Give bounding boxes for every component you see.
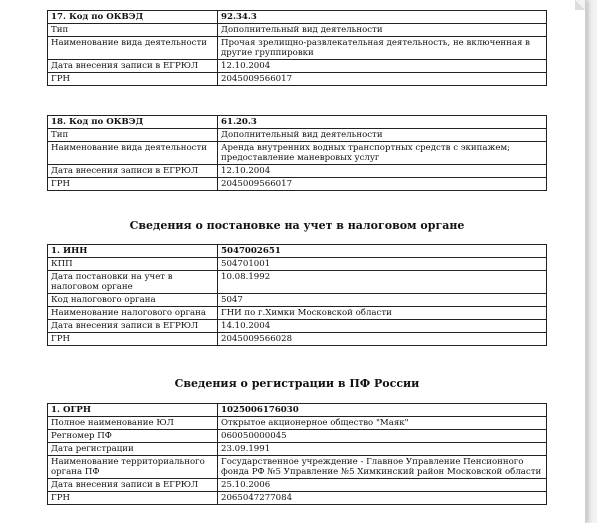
row-value: 23.09.1991 — [218, 443, 547, 456]
okved-18-code: 61.20.3 — [218, 116, 547, 129]
okved-18-label: 18. Код по ОКВЭД — [48, 116, 218, 129]
row-value: 12.10.2004 — [218, 165, 547, 178]
row-label: Полное наименование ЮЛ — [48, 417, 218, 430]
table-row — [48, 24, 547, 37]
row-label: Регномер ПФ — [48, 430, 218, 443]
row-value: 2045009566028 — [218, 333, 547, 346]
table-row — [48, 479, 547, 492]
table-row — [48, 294, 547, 307]
row-label: Код налогового органа — [48, 294, 218, 307]
table-row — [48, 417, 547, 430]
row-label: ГРН — [48, 492, 218, 505]
okved-17-code: 92.34.3 — [218, 11, 547, 24]
table-row — [48, 178, 547, 191]
table-row — [48, 271, 547, 294]
row-value: Открытое акционерное общество "Маяк" — [218, 417, 547, 430]
table-row — [48, 492, 547, 505]
row-label: Дата внесения записи в ЕГРЮЛ — [48, 320, 218, 333]
row-value: 5047 — [218, 294, 547, 307]
row-label: Наименование вида деятельности — [48, 142, 218, 165]
table-row — [48, 142, 547, 165]
row-label: ГРН — [48, 333, 218, 346]
row-value: 12.10.2004 — [218, 60, 547, 73]
okved-18-table — [47, 115, 547, 191]
table-row — [48, 258, 547, 271]
tax-section-title: Сведения о постановке на учет в налоговом органе — [129, 219, 465, 232]
ogrn-value: 1025006176030 — [218, 404, 547, 417]
table-row — [48, 60, 547, 73]
table-header-row — [48, 116, 547, 129]
table-row — [48, 129, 547, 142]
row-label: Дата постановки на учет в налоговом органе — [48, 271, 218, 294]
row-value: 2045009566017 — [218, 178, 547, 191]
row-value: Дополнительный вид деятельности — [218, 24, 547, 37]
row-value: Государственное учреждение - Главное Управление Пенсионного фонда РФ №5 Управление №5 Химкинский район Московской области — [218, 456, 547, 479]
row-label: Дата внесения записи в ЕГРЮЛ — [48, 165, 218, 178]
inn-value: 5047002651 — [218, 245, 547, 258]
table-row — [48, 37, 547, 60]
row-value: 10.08.1992 — [218, 271, 547, 294]
row-value: 504701001 — [218, 258, 547, 271]
table-header-row — [48, 11, 547, 24]
page-corner — [575, 0, 585, 10]
row-value: 14.10.2004 — [218, 320, 547, 333]
row-label: Наименование территориального органа ПФ — [48, 456, 218, 479]
row-label: ГРН — [48, 73, 218, 86]
row-value: Прочая зрелищно-развлекательная деятельность, не включенная в другие группировки — [218, 37, 547, 60]
row-label: Тип — [48, 24, 218, 37]
row-label: Дата внесения записи в ЕГРЮЛ — [48, 479, 218, 492]
table-row — [48, 73, 547, 86]
row-label: Дата внесения записи в ЕГРЮЛ — [48, 60, 218, 73]
okved-17-label: 17. Код по ОКВЭД — [48, 11, 218, 24]
ogrn-label: 1. ОГРН — [48, 404, 218, 417]
table-row — [48, 320, 547, 333]
pf-section-title: Сведения о регистрации в ПФ России — [174, 377, 420, 390]
row-value: 2065047277084 — [218, 492, 547, 505]
table-row — [48, 333, 547, 346]
table-header-row — [48, 245, 547, 258]
row-value: Дополнительный вид деятельности — [218, 129, 547, 142]
row-label: Тип — [48, 129, 218, 142]
table-row — [48, 456, 547, 479]
row-value: 25.10.2006 — [218, 479, 547, 492]
row-value: Аренда внутренних водных транспортных средств с экипажем; предоставление маневровых услуг — [218, 142, 547, 165]
table-row — [48, 430, 547, 443]
row-value: 2045009566017 — [218, 73, 547, 86]
row-label: КПП — [48, 258, 218, 271]
table-header-row — [48, 404, 547, 417]
inn-label: 1. ИНН — [48, 245, 218, 258]
okved-17-table — [47, 10, 547, 86]
table-row — [48, 307, 547, 320]
table-row — [48, 165, 547, 178]
row-label: Наименование налогового органа — [48, 307, 218, 320]
row-value: ГНИ по г.Химки Московской области — [218, 307, 547, 320]
row-label: Дата регистрации — [48, 443, 218, 456]
row-value: 060050000045 — [218, 430, 547, 443]
row-label: Наименование вида деятельности — [48, 37, 218, 60]
row-label: ГРН — [48, 178, 218, 191]
table-row — [48, 443, 547, 456]
tax-table — [47, 244, 547, 346]
pf-table — [47, 403, 547, 505]
